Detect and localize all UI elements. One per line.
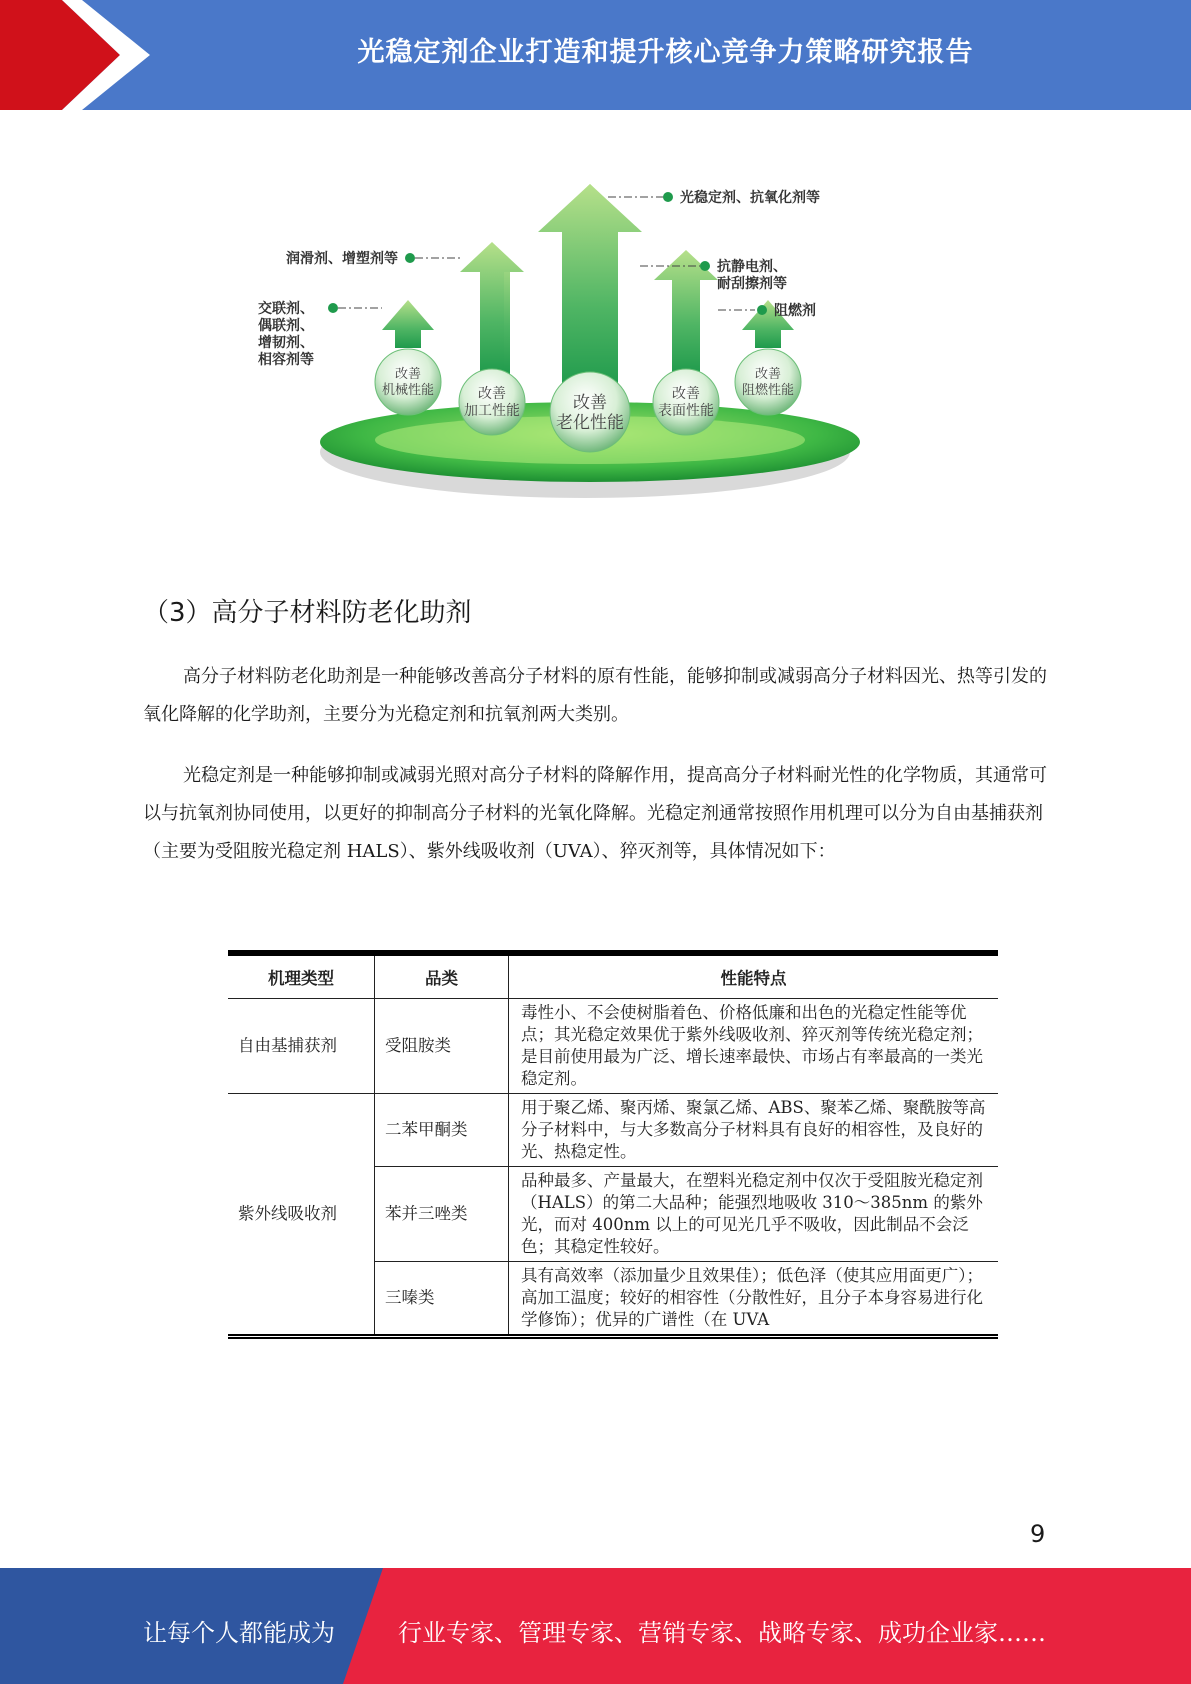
circle-4-line-2: 表面性能 (658, 403, 714, 419)
cell-mechanism: 紫外线吸收剂 (228, 1094, 375, 1337)
page-number: 9 (1030, 1520, 1046, 1548)
cell-mechanism: 自由基捕获剂 (228, 999, 375, 1094)
mechanism-table (228, 950, 998, 1339)
header-mechanism: 机理类型 (228, 953, 375, 999)
circle-1-line-2: 机械性能 (381, 383, 435, 398)
label-antistatic-1: 抗静电剂、 (717, 259, 787, 275)
circle-1-line-1: 改善 (394, 367, 422, 382)
page-header (0, 0, 1191, 110)
paragraph-2: 光稳定剂是一种能够抑制或减弱光照对高分子材料的降解作用，提高高分子材料耐光性的化学物质，其通常可以与抗氧剂协同使用，以更好的抑制高分子材料的光氧化降解。光稳定剂通常按照作用机理可以分为自由基捕获剂（主要为受阻胺光稳定剂 HALS）、紫外线吸收剂（UVA）、猝灭剂等，具体情况如下： (143, 765, 1047, 862)
cell-features: 毒性小、不会使树脂着色、价格低廉和出色的光稳定性能等优点；其光稳定效果优于紫外线吸收剂、猝灭剂等传统光稳定剂；是目前使用最为广泛、增长速率最快、市场占有率最高的一类光稳定剂。 (509, 999, 999, 1094)
footer-slogan-left: 让每个人都能成为 (143, 1619, 335, 1647)
table-header-row (228, 953, 998, 999)
circle-3-line-1: 改善 (573, 393, 607, 413)
label-flame: 阻燃剂 (774, 303, 816, 319)
cell-category: 受阻胺类 (375, 999, 509, 1094)
header-features: 性能特点 (509, 953, 999, 999)
circle-2-line-2: 加工性能 (464, 403, 520, 419)
cell-category: 三嗪类 (375, 1262, 509, 1337)
label-lubricants: 润滑剂、增塑剂等 (286, 251, 398, 267)
label-crosslink-1: 交联剂、 (258, 301, 314, 317)
label-crosslink-2: 偶联剂、 (258, 318, 314, 334)
header-category: 品类 (375, 953, 509, 999)
label-crosslink-3: 增韧剂、 (258, 335, 314, 351)
table-row (228, 1094, 998, 1167)
section-heading: （3）高分子材料防老化助剂 (143, 598, 472, 628)
circle-3-line-2: 老化性能 (556, 413, 624, 433)
circle-4-line-1: 改善 (672, 386, 700, 402)
label-crosslink-4: 相容剂等 (258, 352, 314, 368)
circle-5-line-1: 改善 (754, 367, 782, 382)
cell-features: 具有高效率（添加量少且效果佳）；低色泽（使其应用面更广）；高加工温度；较好的相容性（分散性好，且分子本身容易进行化学修饰）；优异的广谱性（在 UVA (509, 1262, 999, 1337)
circle-2-line-1: 改善 (478, 386, 506, 402)
paragraph-1: 高分子材料防老化助剂是一种能够改善高分子材料的原有性能，能够抑制或减弱高分子材料因光、热等引发的氧化降解的化学助剂，主要分为光稳定剂和抗氧剂两大类别。 (143, 666, 1047, 725)
label-antistatic-2: 耐刮擦剂等 (717, 276, 787, 292)
cell-features: 用于聚乙烯、聚丙烯、聚氯乙烯、ABS、聚苯乙烯、聚酰胺等高分子材料中，与大多数高分子材料具有良好的相容性，及良好的光、热稳定性。 (509, 1094, 999, 1167)
circle-5-line-2: 阻燃性能 (741, 383, 795, 398)
label-stabilizers: 光稳定剂、抗氧化剂等 (680, 190, 820, 206)
footer-slogan-right: 行业专家、管理专家、营销专家、战略专家、成功企业家…… (398, 1619, 1046, 1647)
report-title: 光稳定剂企业打造和提升核心竞争力策略研究报告 (357, 37, 974, 68)
cell-category: 二苯甲酮类 (375, 1094, 509, 1167)
page-footer (0, 1568, 1191, 1684)
cell-features: 品种最多、产量最大，在塑料光稳定剂中仅次于受阻胺光稳定剂（HALS）的第二大品种；能强烈地吸收 310～385nm 的紫外光，而对 400nm 以上的可见光几乎不吸收，因此制品不会泛色；其稳定性较好。 (509, 1167, 999, 1262)
cell-category: 苯并三唑类 (375, 1167, 509, 1262)
additives-diagram (210, 160, 960, 530)
table-row (228, 999, 998, 1094)
diagram-graphic (210, 160, 960, 530)
